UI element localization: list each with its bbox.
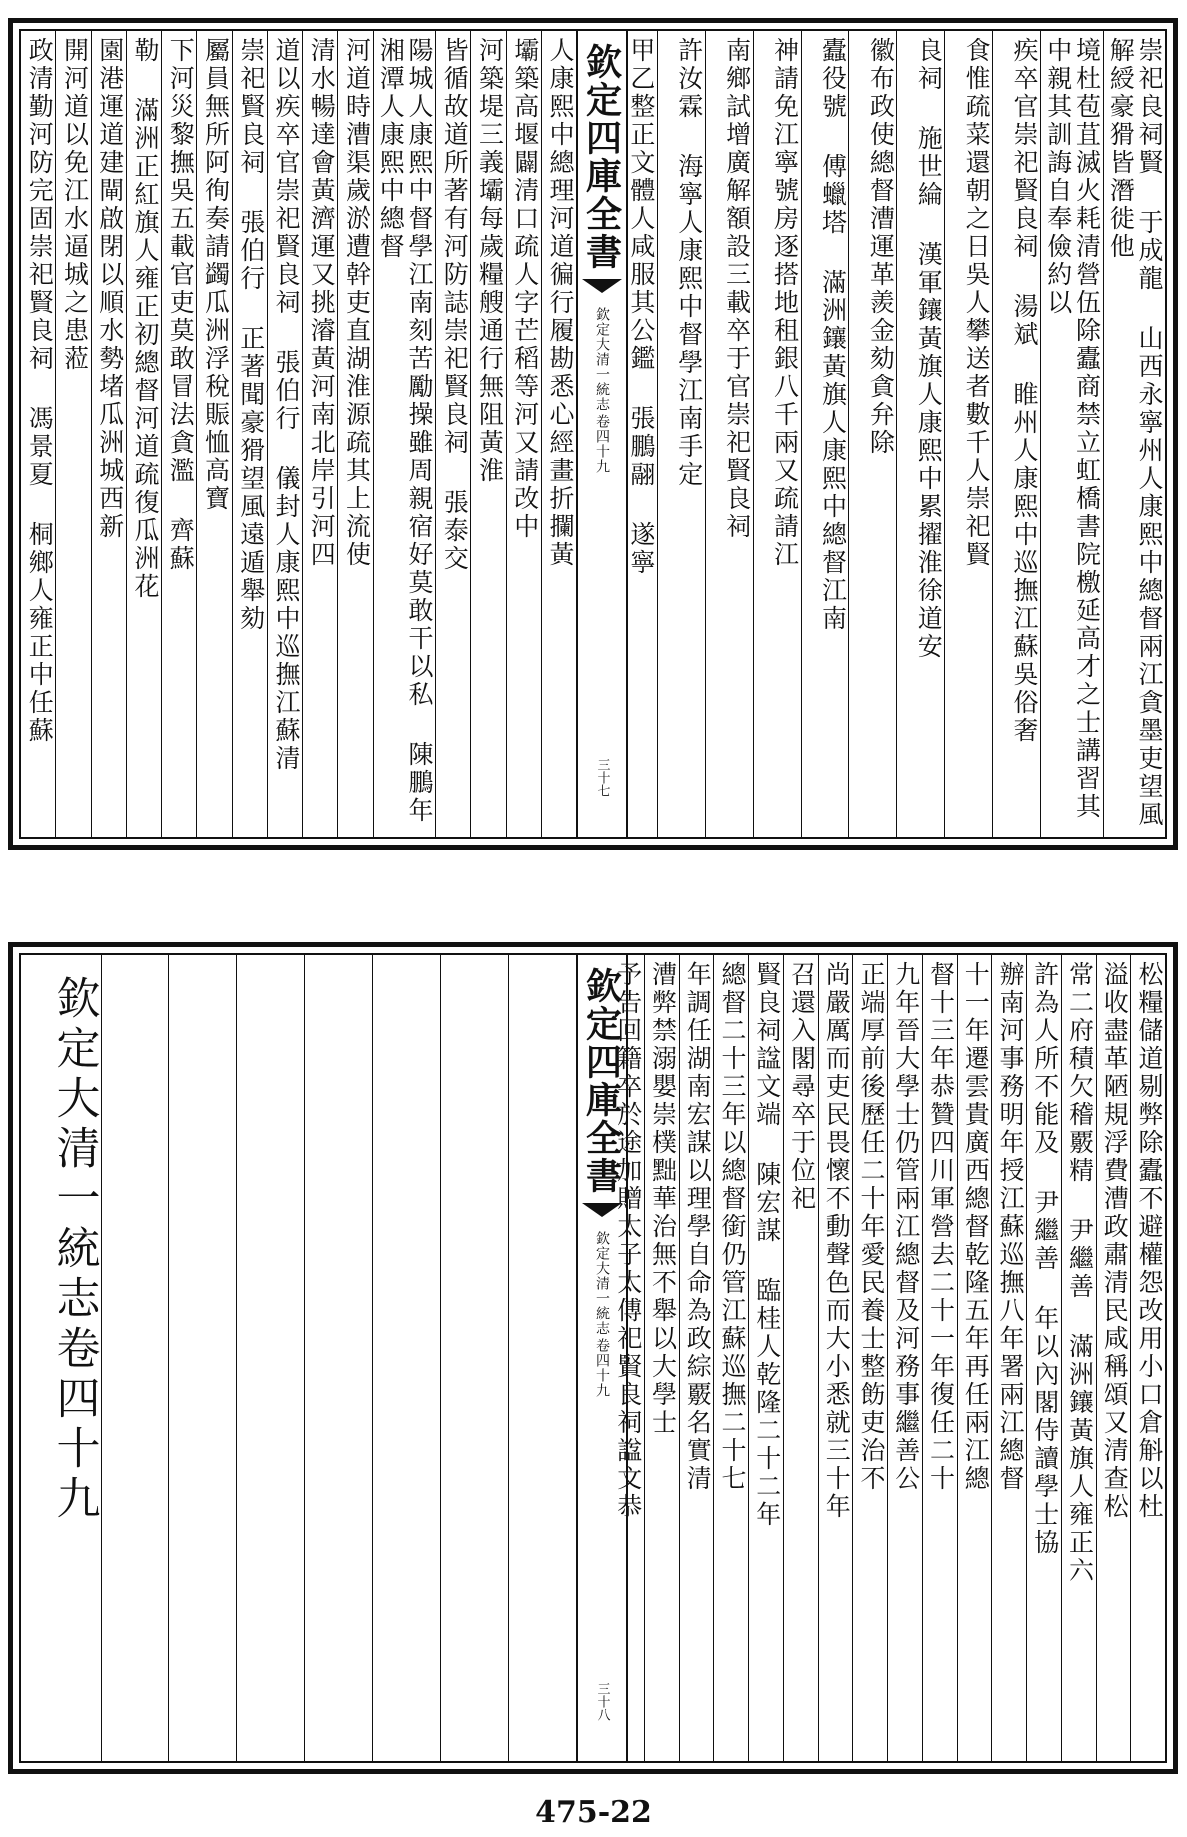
- text-column: 政清勤河防完固崇祀賢良祠 馮景夏 桐鄉人雍正中任蘇: [25, 37, 55, 745]
- book-title: 欽定四庫全書: [580, 967, 623, 1195]
- juan-label: 卷四十九: [594, 414, 610, 474]
- text-column: 疾卒官崇祀賢良祠 湯斌 睢州人康熙中巡撫江蘇吳俗奢: [992, 31, 1040, 837]
- text-column: 召還入閣尋卒于位祀: [783, 955, 818, 1761]
- leaf-number: 三十七: [594, 758, 610, 797]
- text-column: 常二府積欠稽覈精 尹繼善 滿洲鑲黃旗人雍正六: [1061, 955, 1096, 1761]
- text-column: 賢良祠諡文端 陳宏謀 臨桂人乾隆二十二年: [748, 955, 783, 1761]
- empty-column: [304, 955, 372, 1761]
- text-column: 溢收盡革陋規浮費漕政肅清民咸稱頌又清查松: [1096, 955, 1131, 1761]
- text-column: 蠹役號 傅蠟塔 滿洲鑲黃旗人康熙中總督江南: [801, 31, 849, 837]
- text-column: 南鄉試增廣解額設三載卒于官崇祀賢良祠: [705, 31, 753, 837]
- text-column: 徽布政使總督漕運革羨金劾貪弁除: [848, 31, 896, 837]
- text-column: 開河道以免江水逼城之患蒞: [55, 31, 90, 837]
- juan-label: 卷四十九: [594, 1338, 610, 1398]
- text-column: 河道時漕渠歲淤遭幹吏直湖淮源疏其上流使: [337, 31, 372, 837]
- text-column: 許為人所不能及 尹繼善 年以內閣侍讀學士協: [1026, 955, 1061, 1761]
- empty-column: [236, 955, 304, 1761]
- fish-tail-mark: [582, 279, 622, 301]
- text-column: 園港運道建閘啟閉以順水勢堵瓜洲城西新: [91, 31, 126, 837]
- text-column: 屬員無所阿徇奏請蠲瓜洲浮稅賑恤高寶: [196, 31, 231, 837]
- text-column: 食惟疏菜還朝之日吳人攀送者數千人崇祀賢: [944, 31, 992, 837]
- text-column: 年調任湖南宏謀以理學自命為政綜覈名實清: [679, 955, 714, 1761]
- top-right-half: [610, 31, 1165, 837]
- text-column: 河築堤三義壩每歲糧艘通行無阻黃淮: [470, 31, 505, 837]
- footer-page-number: 475-22: [535, 1795, 652, 1830]
- text-column: 陽城人康熙中督學江南刻苦勵操雖周親宿好莫敢干以私 陳鵬年 湘潭人康熙中總督: [373, 31, 436, 837]
- empty-column: [508, 955, 576, 1761]
- text-column: 漕弊禁溺嬰崇樸黜華治無不舉以大學士: [644, 955, 679, 1761]
- bottom-page: [8, 942, 1178, 1774]
- fish-tail-mark: [582, 1203, 622, 1225]
- text-column: 松糧儲道剔弊除蠹不避權怨改用小口倉斛以杜: [1130, 955, 1165, 1761]
- text-column: 清水暢達會黃濟運又挑濬黃河南北岸引河四: [302, 31, 337, 837]
- text-column: 許汝霖 海寧人康熙中督學江南手定: [657, 31, 705, 837]
- text-column: 道以疾卒官崇祀賢良祠 張伯行 儀封人康熙中巡撫江蘇清: [267, 31, 302, 837]
- top-left-half: [21, 31, 576, 837]
- text-column: 下河災黎撫吳五載官吏莫敢冒法貪濫 齊蘇: [161, 31, 196, 837]
- text-column: 人康熙中總理河道徧行履勘悉心經畫折攔黃: [541, 31, 576, 837]
- top-page-frame: [19, 29, 1167, 839]
- empty-column: [372, 955, 440, 1761]
- empty-column: [101, 955, 169, 1761]
- center-margin: [576, 955, 628, 1761]
- bottom-right-half: [610, 955, 1165, 1761]
- text-column: 十一年遷雲貴廣西總督乾隆五年再任兩江總: [957, 955, 992, 1761]
- text-column: 尚嚴厲而吏民畏懷不動聲色而大小悉就三十年: [818, 955, 853, 1761]
- sub-title: 欽定大清一統志: [594, 307, 610, 412]
- empty-column: [168, 955, 236, 1761]
- text-column: 崇祀賢良祠 張伯行 正著聞豪猾望風遠遁舉劾: [232, 31, 267, 837]
- text-column: 境杜苞苴滅火耗清營伍除蠹商禁立虹橋書院檄延高才之士講習其中親其訓誨自奉儉約以: [1040, 31, 1103, 837]
- center-margin: [576, 31, 628, 837]
- empty-column: [440, 955, 508, 1761]
- bottom-left-half: [21, 955, 576, 1761]
- center-subtitle: [592, 307, 612, 474]
- text-column: 崇祀良祠賢 于成龍 山西永寧州人康熙中總督兩江貪墨吏望風解綬豪猾皆潛徙他: [1103, 31, 1166, 837]
- text-column: 甲乙整正文體人咸服其公鑑 張鵬翮 遂寧: [626, 37, 656, 577]
- text-column: 皆循故道所著有河防誌崇祀賢良祠 張泰交: [435, 31, 470, 837]
- text-column: 良祠 施世綸 漢軍鑲黃旗人康熙中累擢淮徐道安: [896, 31, 944, 837]
- book-title: 欽定四庫全書: [580, 43, 623, 271]
- text-column: 總督二十三年以總督銜仍管江蘇巡撫二十七: [713, 955, 748, 1761]
- juan-end-title: 欽定大清一統志卷四十九: [48, 975, 100, 1525]
- text-column: 正端厚前後歷任二十年愛民養士整飭吏治不: [852, 955, 887, 1761]
- text-column: 壩築高堰闢清口疏人字芒稻等河又請改中: [506, 31, 541, 837]
- sub-title: 欽定大清一統志: [594, 1231, 610, 1336]
- text-column: 九年晉大學士仍管兩江總督及河務事繼善公: [887, 955, 922, 1761]
- top-page: [8, 18, 1178, 850]
- text-column: 督十三年恭贊四川軍營去二十一年復任二十: [922, 955, 957, 1761]
- text-column: 神請免江寧號房逐搭地租銀八千兩又疏請江: [753, 31, 801, 837]
- center-subtitle: [592, 1231, 612, 1398]
- juan-end-title-column: [21, 955, 101, 1761]
- leaf-number: 三十八: [594, 1682, 610, 1721]
- text-column: 勒 滿洲正紅旗人雍正初總督河道疏復瓜洲花: [126, 31, 161, 837]
- text-column: 予告回籍卒於途加贈太子太傅祀賢良祠諡文恭: [613, 961, 643, 1521]
- text-column: 辦南河事務明年授江蘇巡撫八年署兩江總督: [991, 955, 1026, 1761]
- bottom-page-frame: [19, 953, 1167, 1763]
